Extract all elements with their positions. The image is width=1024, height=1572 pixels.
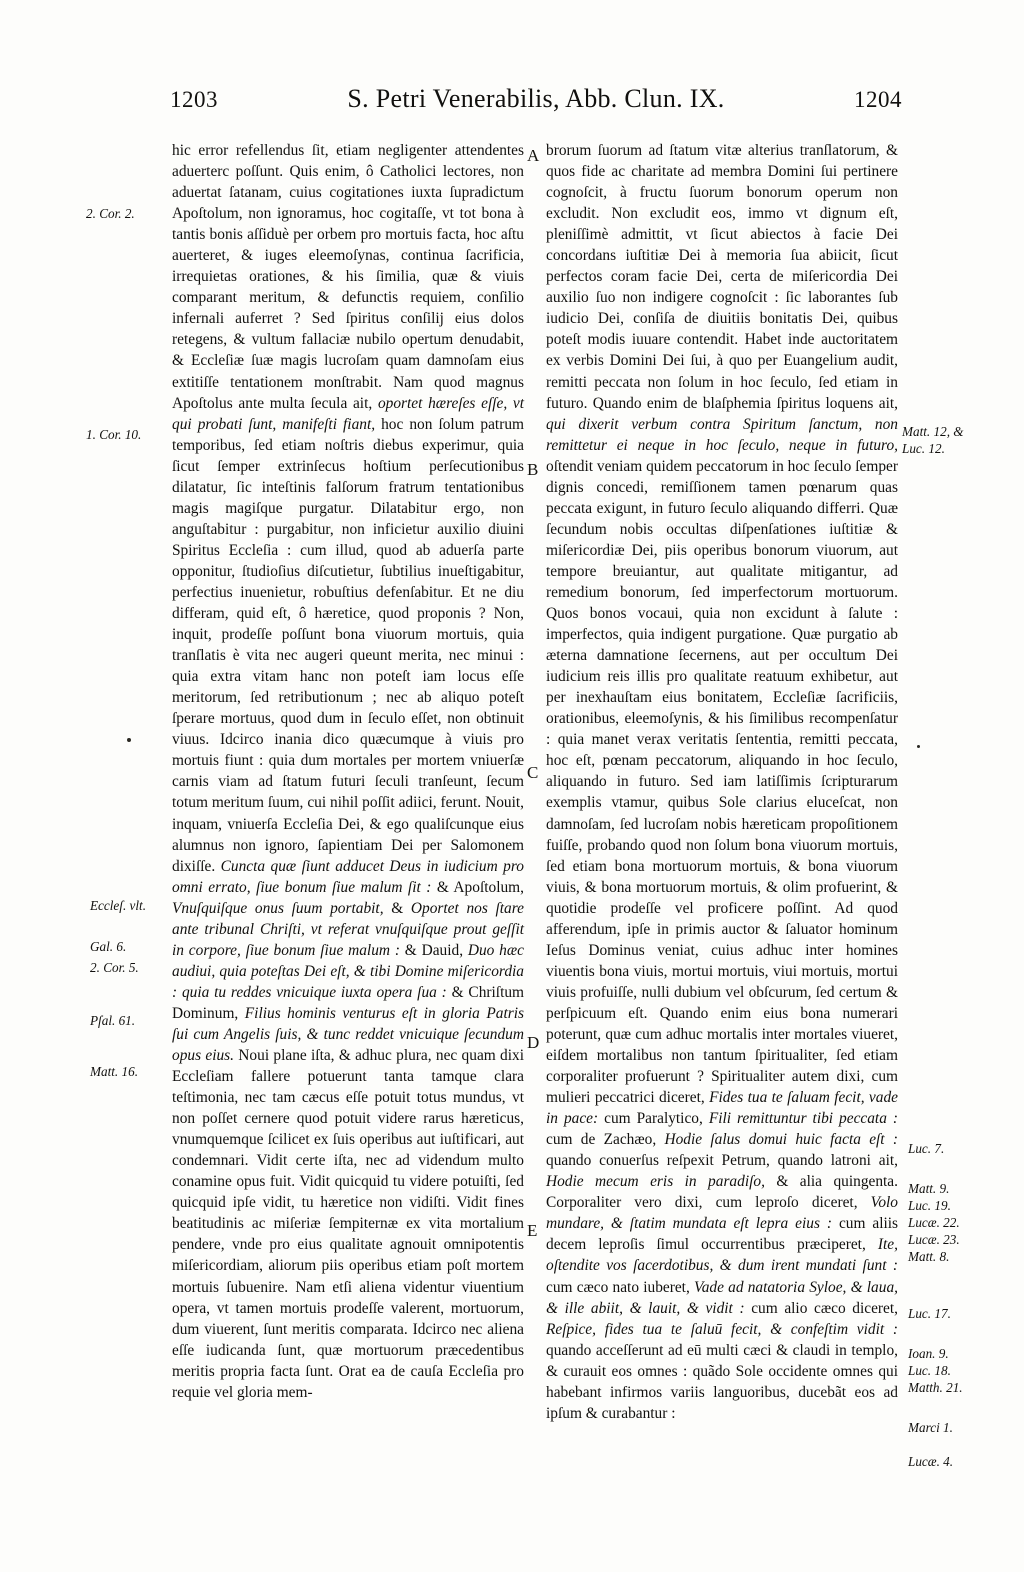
margin-reference-right: Luc. 12. [902, 441, 945, 456]
margin-reference-right: Luc. 19. [908, 1198, 951, 1213]
running-head [170, 84, 902, 124]
section-letter: C [527, 763, 539, 782]
margin-reference-right: Matth. 21. [908, 1380, 963, 1395]
margin-reference-right: Matt. 9. [908, 1181, 950, 1196]
text-column-right [546, 140, 898, 1424]
margin-reference-left: 1. Cor. 10. [86, 427, 142, 442]
column-left-text: hic error refellendus ſit, etiam negligenter attendentes aduerterc poſſunt. Quis enim, ô Catholici lectores, non aduertat ſatanam, cuius cogitationes iuxta ſupradictum Apoſtolum, non ignoramus, hoc cogitaſſe, vt tot bona à tantis bonis aſſiduè per orbem pro mortuis facta, hoc aſtu auerteret, & iuges eleemoſynas, continua ſacrificia, irrequietas orationes, & his ſimilia, quæ & viuis comparant meritum, & defunctis requiem, conſilio infernali auferret ? Sed ſpiritus conſilij eius dolos retegens, & vultum fallaciæ nubilo opertum denudabit, & Eccleſiæ ſuæ magis lucroſam quam damnoſam eius extitiſſe tentationem monſtrabit. Nam quod magnus Apoſtolus ante multa ſecula ait, oportet hæreſes eſſe, vt qui probati ſunt, manifeſti fiant, hoc non ſolum patrum temporibus, ſed etiam noſtris diebus experimur, quia ſicut ſemper extrinſecus hoſtium perſecutionibus dilatatur, ſic inteſtinis falſorum fratrum tentationibus magis magiſque purgatur. Dilatabitur ergo, non anguſtabitur : purgabitur, non inficietur auxilio diuini Spiritus Eccleſia : cum illud, quod ab aduerſa parte opponitur, ſtudioſius diſcutietur, ſubtilius inueſtigabitur, perfectius inuenietur, robuſtius defenſabitur. Et ne diu differam, quid eſt, ô hæretice, quod proponis ? Non, inquit, prodeſſe poſſunt bona viuorum mortuis, quia tranſlatis è vita nec augeri queunt merita, nec minui : quia extra vitam hanc non poteſt iam locus eſſe meritorum, ſed retributionum ; nec ab aliquo poteſt ſperare mortuus, quod dum in ſeculo eſſet, non obtinuit viuus. Idcirco inania dico quæcumque à viuis pro mortuis fiunt : quia dum mortales per mortem vniuerſæ carnis viam ad ſtatum futuri ſeculi tranſeunt, ſecum totum meritum ſuum, cui nihil poſſit adiici, ferunt. Nouit, inquam, vniuerſa Eccleſia Dei, & ego qualiſcunque eius alumnus non ignoro, ſapientiam Dei per Salomonem dixiſſe. Cuncta quæ ſiunt adducet Deus in iudicium pro omni errato, ſiue bonum ſiue malum ſit : & Apoſtolum, Vnuſquiſque onus ſuum portabit, & Oportet nos ſtare ante tribunal Chriſti, vt referat vnuſquiſque prout geſſit in corpore, ſiue bonum ſiue malum : & Dauid, Duo hæc audiui, quia poteſtas Dei eſt, & tibi Domine miſericordia : quia tu reddes vnicuique iuxta opera ſua : & Chriſtum Dominum, Filius hominis venturus eſt in gloria Patris ſui cum Angelis ſuis, & tunc reddet vnicuique ſecundum opus eius. Noui plane iſta, & adhuc plura, nec quam dixi Eccleſiam fallere potuerunt tanta tamque clara teſtimonia, nec tam cæcus eſſe potuit totus mundus, vt non poſſet cernere quod potuit videre rarus hæreticus, vnumquemque ſcilicet ex ſuis operibus aut iuſtificari, aut condemnari. Vidit certe iſta, nec ad videndum multo conamine opus fuit. Vidit quicquid tu videre potuiſti, ſed quicquid ipſe vidit, tu hæretice non vidiſti. Vidit fines beatitudinis ac miſeriæ ſempiternæ ex vita mortalium pendere, vnde pro eius qualitate agnouit omnipotentis miſericordiam, aliorum piis operibus etiam poſt mortem mortuis ſubuenire. Nam etſi aliena videntur viuentium opera, vt tamen mortuis prodeſſe valerent, mortuorum, dum viuerent, ſunt meritis comparata. Idcirco nec aliena eſſe iudicanda ſunt, quæ mortuorum præcedentibus meritis propria facta ſunt. Orat ea de cauſa Eccleſia pro requie vel gloria mem- [172, 142, 525, 1401]
margin-reference-right: Luc. 18. [908, 1363, 951, 1378]
margin-reference-right: Ioan. 9. [908, 1346, 949, 1361]
text-body [0, 140, 1024, 1450]
section-letter: B [527, 460, 539, 479]
margin-reference-right: Luc. 7. [908, 1141, 945, 1156]
folio-number-right: 1204 [853, 87, 902, 112]
section-letter: A [527, 146, 540, 165]
margin-reference-left: Pſal. 61. [90, 1013, 136, 1028]
section-letter: E [527, 1221, 538, 1240]
ink-speck [127, 738, 131, 742]
margin-reference-right: Luc. 17. [908, 1306, 951, 1321]
margin-reference-right: Matt. 8. [908, 1249, 950, 1264]
margin-reference-right: Matt. 12, & [902, 424, 964, 439]
section-letter: D [527, 1033, 540, 1052]
margin-reference-right: Lucæ. 4. [908, 1454, 954, 1469]
folio-number-left: 1203 [170, 87, 218, 112]
margin-reference-left: 2. Cor. 5. [90, 960, 139, 975]
text-column-left [172, 140, 524, 1403]
column-right-text: brorum ſuorum ad ſtatum vitæ alterius tranſlatorum, & quos fide ac charitate ad membra Domini ſui pertinere cognoſcit, à fructu ſuorum bonorum operum non excludit. Non excludit eos, immo vt dignum eſt, pleniſſimè admittit, vt ſicut abiectos à facie Dei concordans iuſtitiæ Dei à memoria ſua abiicit, ſicut perfectos coram facie Dei, certa de miſericordia Dei auxilio ſuo non indigere cognoſcit : ſic laborantes ſub iudicio Dei, conſiſa de diuitiis bonitatis Dei, quibus poteſt modis iuuare contendit. Habet inde auctoritatem ex verbis Domini Dei ſui, à quo per Euangelium audit, remitti peccata non ſolum in hoc ſeculo, ſed etiam in futuro. Quando enim de blaſphemia ſpiritus loquens ait, qui dixerit verbum contra Spiritum ſanctum, non remittetur ei neque in hoc ſeculo, neque in futuro, oſtendit veniam quidem peccatorum in hoc ſeculo ſemper dignis concedi, remiſſionem tamen pœnarum quas peccata exigunt, in futuro ſeculo aliquando differri. Quæ ſecundum nobis occultas diſpenſationes iuſtitiæ & miſericordiæ Dei, piis operibus bonorum viuorum, aut tempore breuiantur, aut qualitate mitigantur, ad remedium bonorum, ſed imperfectorum mortuorum. Quos bonos vocaui, quia non excidunt à ſalute : imperfectos, quia indigent purgatione. Quæ purgatio ab æterna damnatione ſecernens, aut per occultum Dei iudicium reis illis pro qualitate reatuum exhibetur, aut per inexhauſtam eius bonitatem, Eccleſiæ ſacrificiis, orationibus, eleemoſynis, & his ſimilibus recompenſatur : quia manet verax veritatis ſententia, remitti peccata, hoc eſt, pœnam peccatorum, aliquando in hoc ſeculo, aliquando in futuro. Sed iam latiſſimis ſcripturarum exemplis vtamur, quibus Sole clarius eluceſcat, non damnoſam, ſed lucroſam nobis hæreticam propoſitionem fuiſſe, probando quod non ſolum bona viuorum mortuis, ſed etiam bona mortuorum mortuis, & bona viuorum viuis, & bona mortuorum mortuis, & olim profuerint, & quotidie prodeſſe vel proficere poſſint. Ad quod afferendum, ipſe in primis auctor & ſaluator hominum Ieſus Dominus veniat, cuius adhuc inter homines viuentis bona viuis, mortui mortuis, viui mortuis, mortui viuis profuiſſe, nulli dubium vel obſcurum, ſed certum & perſpicuum eſt. Quando enim eius bona numerari poterunt, quæ cum adhuc mortalis inter mortales viueret, eiſdem mortalibus non tantum ſpiritualiter, ſed etiam corporaliter profuerunt ? Spiritualiter autem dixi, cum mulieri peccatrici diceret, Fides tua te ſaluam fecit, vade in pace: cum Paralytico, Fili remittuntur tibi peccata : cum de Zachæo, Hodie ſalus domui huic facta eſt : quando conuerſus reſpexit Petrum, quando latroni ait, Hodie mecum eris in paradiſo, & alia quingenta. Corporaliter vero dixi, cum leproſo diceret, Volo mundare, & ſtatim mundata eſt lepra eius : cum aliis decem leproſis ſimul occurrentibus præciperet, Ite, oſtendite vos ſacerdotibus, & dum irent mundati ſunt : cum cæco nato iuberet, Vade ad natatoria Syloe, & laua, & ille abiit, & lauit, & vidit : cum alio cæco diceret, Reſpice, fides tua te ſaluū fecit, & confeſtim vidit : quando acceſſerunt ad eū multi cæci & claudi in templo, & curauit eos omnes : quãdo Sole occidente omnes qui habebant infirmos variis languoribus, ducebãt eos ad ipſum & curabantur : [546, 142, 899, 1422]
margin-reference-right: Marci 1. [908, 1420, 953, 1435]
ink-speck [917, 745, 920, 748]
margin-reference-left: Eccleſ. vlt. [90, 898, 147, 913]
margin-reference-left: 2. Cor. 2. [86, 206, 135, 221]
margin-reference-right: Lucæ. 22. [908, 1215, 960, 1230]
margin-reference-left: Gal. 6. [90, 939, 127, 954]
margin-reference-right: Lucæ. 23. [908, 1232, 960, 1247]
margin-reference-left: Matt. 16. [90, 1064, 138, 1079]
page-title: S. Petri Venerabilis, Abb. Clun. IX. [347, 84, 725, 113]
